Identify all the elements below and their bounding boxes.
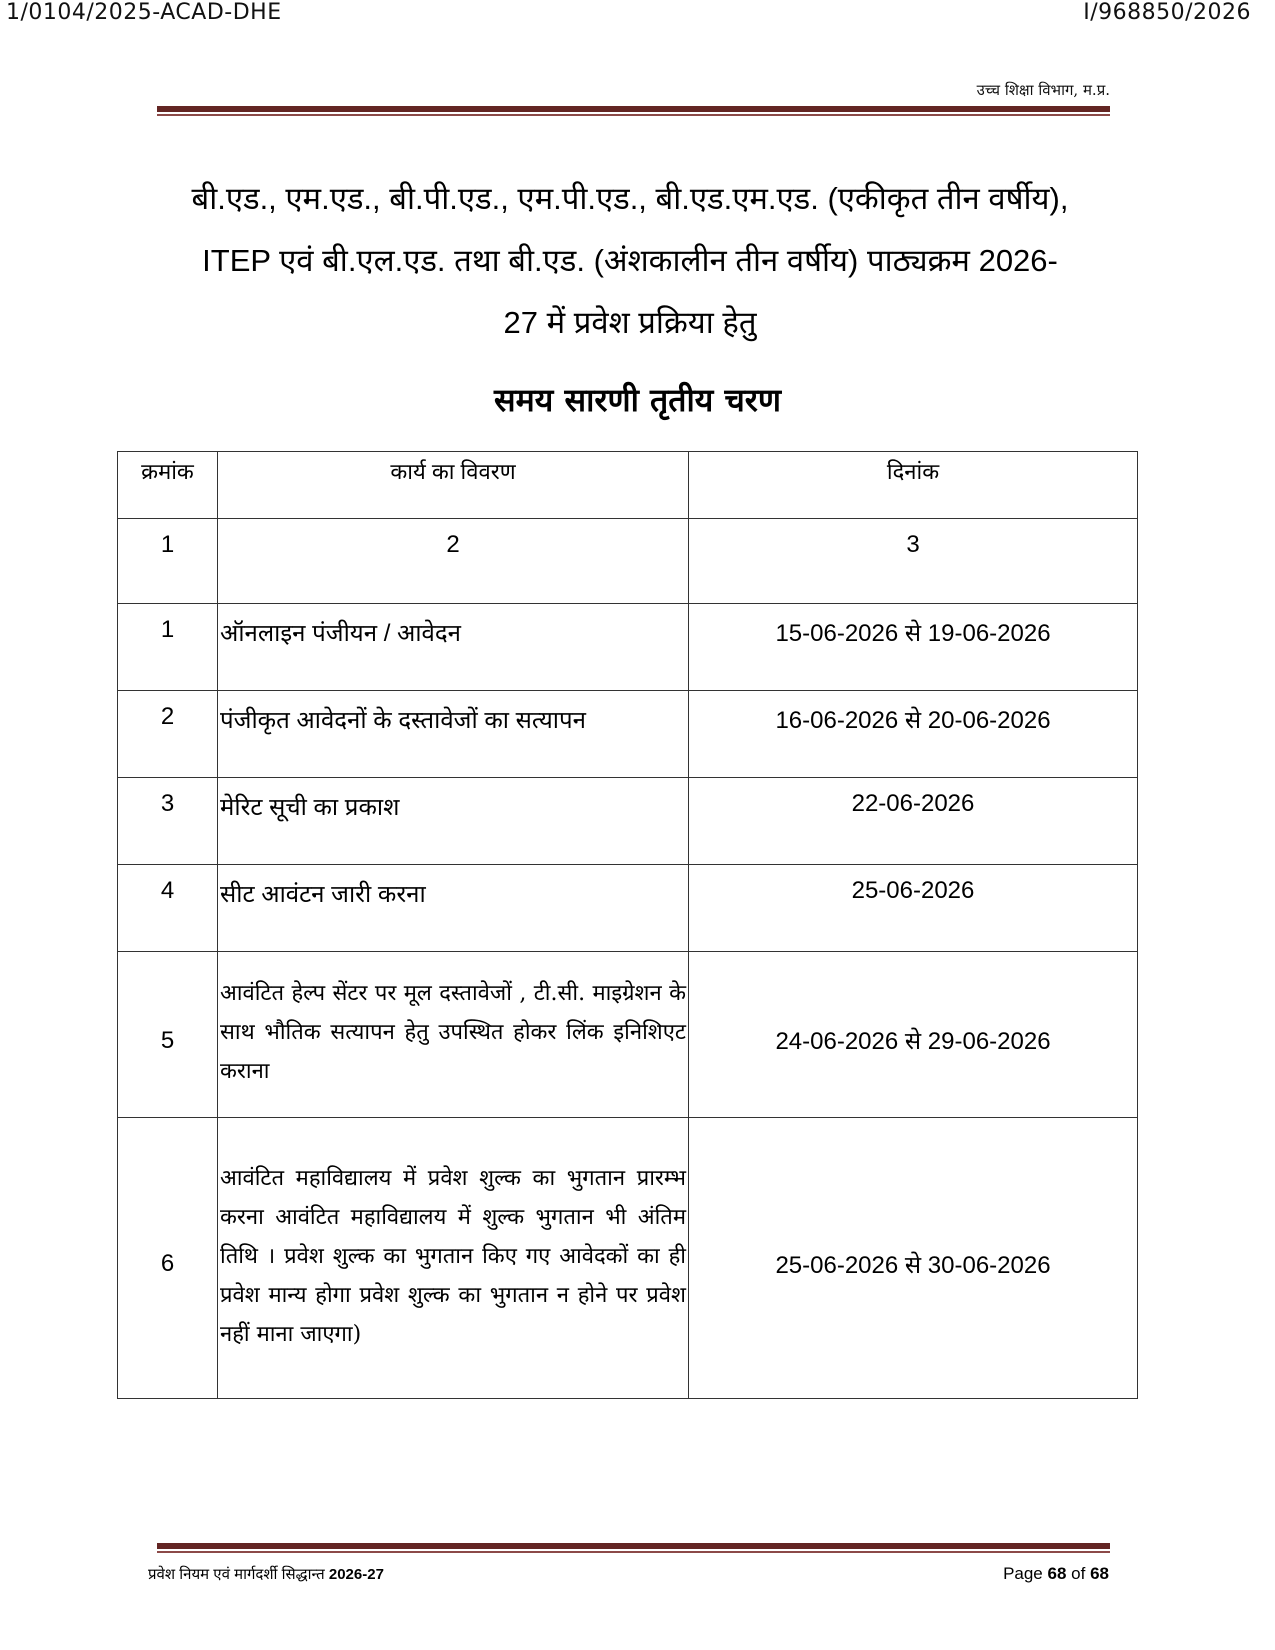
page-total: 68 [1090, 1564, 1109, 1583]
table-row [118, 865, 1138, 952]
footer-rule [157, 1543, 1110, 1553]
file-number-stamp: 1/0104/2025-ACAD-DHE [6, 0, 282, 25]
footer-year: 2026-27 [328, 1566, 384, 1583]
page-current: 68 [1047, 1564, 1067, 1583]
footer-title: प्रवेश नियम एवं मार्गदर्शी सिद्धान्त [148, 1566, 325, 1583]
page-label: Page [1003, 1564, 1043, 1583]
footer-document-name [148, 1564, 384, 1584]
row-date: 15-06-2026 से 19-06-2026 [689, 604, 1138, 691]
row-serial: 5 [118, 952, 218, 1118]
column-number: 1 [118, 519, 218, 604]
row-description: ऑनलाइन पंजीयन / आवेदन [218, 604, 689, 691]
table-row [118, 1118, 1138, 1399]
row-date: 25-06-2026 से 30-06-2026 [689, 1118, 1138, 1399]
schedule-table [117, 451, 1138, 1399]
row-description: मेरिट सूची का प्रकाश [218, 778, 689, 865]
title-line-2: ITEP एवं बी.एल.एड. तथा बी.एड. (अंशकालीन तीन वर्षीय) पाठ्यक्रम 2026- [202, 243, 1058, 278]
row-date: 22-06-2026 [689, 778, 1138, 865]
row-serial: 1 [118, 604, 218, 691]
header-serial: क्रमांक [118, 452, 218, 519]
title-line-3: 27 में प्रवेश प्रक्रिया हेतु [503, 305, 757, 340]
row-description: आवंटित महाविद्यालय में प्रवेश शुल्क का भुगतान प्रारम्भ करना आवंटित महाविद्यालय में शुल्क भुगतान भी अंतिम तिथि । प्रवेश शुल्क का भुगतान किए गए आवेदकों का ही प्रवेश मान्य होगा प्रवेश शुल्क का भुगतान न होने पर प्रवेश नहीं माना जाएगा) [218, 1118, 689, 1399]
table-header-row [118, 452, 1138, 519]
row-date: 16-06-2026 से 20-06-2026 [689, 691, 1138, 778]
column-number: 3 [689, 519, 1138, 604]
page-number [1003, 1564, 1109, 1584]
title-line-1: बी.एड., एम.एड., बी.पी.एड., एम.पी.एड., बी.एड.एम.एड. (एकीकृत तीन वर्षीय), [191, 181, 1069, 216]
column-number: 2 [218, 519, 689, 604]
table-row [118, 778, 1138, 865]
header-date: दिनांक [689, 452, 1138, 519]
row-description: सीट आवंटन जारी करना [218, 865, 689, 952]
row-description: आवंटित हेल्प सेंटर पर मूल दस्तावेजों , टी.सी. माइग्रेशन के साथ भौतिक सत्यापन हेतु उपस्थित होकर लिंक इनिशिएट कराना [218, 952, 689, 1118]
row-serial: 4 [118, 865, 218, 952]
document-title [120, 168, 1140, 354]
row-serial: 3 [118, 778, 218, 865]
row-date: 24-06-2026 से 29-06-2026 [689, 952, 1138, 1118]
column-number-row [118, 519, 1138, 604]
row-date: 25-06-2026 [689, 865, 1138, 952]
receipt-number-stamp: I/968850/2026 [1083, 0, 1251, 25]
header-description: कार्य का विवरण [218, 452, 689, 519]
schedule-subtitle: समय सारणी तृतीय चरण [493, 381, 782, 419]
row-description: पंजीकृत आवेदनों के दस्तावेजों का सत्यापन [218, 691, 689, 778]
row-serial: 6 [118, 1118, 218, 1399]
department-header: उच्च शिक्षा विभाग, म.प्र. [976, 81, 1110, 99]
table-row [118, 604, 1138, 691]
table-row [118, 952, 1138, 1118]
table-row [118, 691, 1138, 778]
page-of: of [1071, 1564, 1086, 1583]
header-rule [157, 106, 1110, 116]
row-serial: 2 [118, 691, 218, 778]
